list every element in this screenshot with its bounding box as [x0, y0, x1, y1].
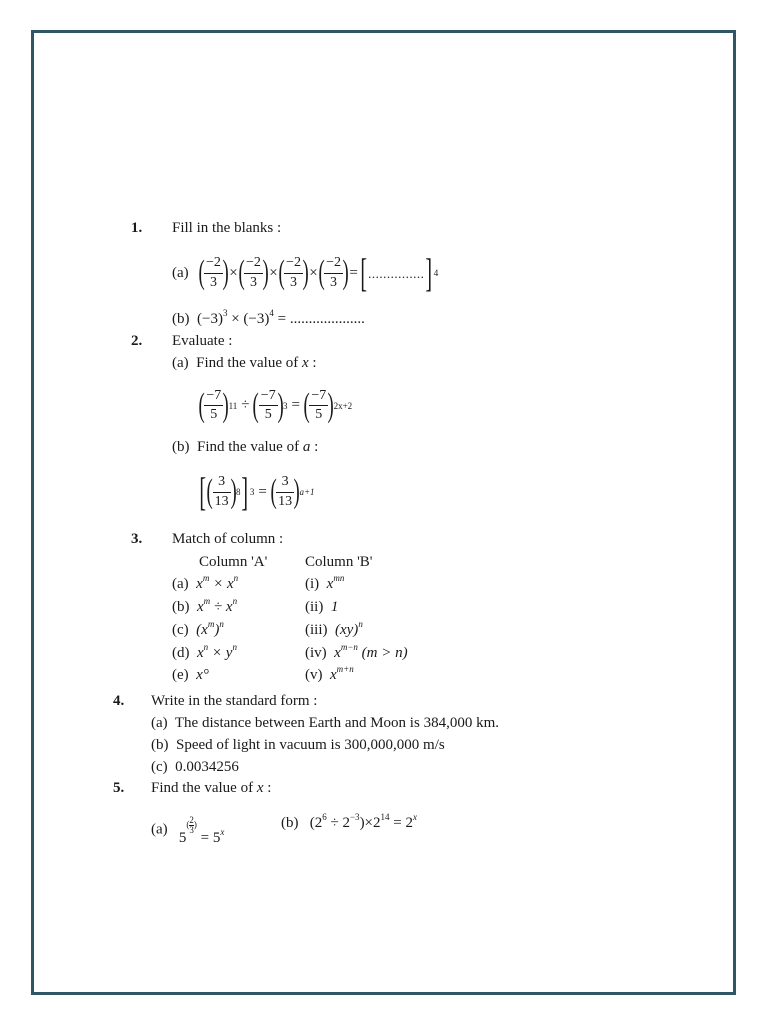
q2a-expression: ( $\frac{-7}{5}$ ) 11 ÷ ( $\frac{-7}{5}$ ) 3 = ( $\frac{-7}{5}$ ) 2x+2 — [198, 386, 353, 424]
q1b-expression: (b) $(-3)^3 \times (-3)^4$ = .................... — [172, 308, 365, 327]
q3-column-a-item: (e) x° — [172, 667, 209, 683]
q2-number: 2. — [131, 333, 143, 349]
q1a-blank[interactable]: ............... — [368, 265, 425, 281]
q2b-expression: [ ( $\frac{3}{13}$ ) 8 ] 3 = ( $\frac{3}{13}$ ) a+1 — [199, 469, 315, 514]
q4-item-c: (c) 0.0034256 — [151, 759, 239, 775]
q4-item-b: (b) Speed of light in vacuum is 300,000,000 m/s — [151, 737, 445, 753]
q1-number: 1. — [131, 220, 143, 236]
q3-column-a-item: (c) $(x^m)^n$ — [172, 619, 224, 638]
q3-column-a-item: (d) $x^n \times y^n$ — [172, 642, 237, 661]
q1a-fraction-4: $\frac{-2}{3}$ — [326, 255, 341, 290]
q3-column-b-item: (ii) 1 — [305, 599, 339, 615]
q3-column-b-item: (i) $x^{mn}$ — [305, 573, 345, 592]
q3-number: 3. — [131, 531, 143, 547]
q2-title: Evaluate : — [172, 333, 233, 349]
q3-column-a-header: Column 'A' — [199, 554, 268, 570]
q5-number: 5. — [113, 780, 125, 796]
q1a-fraction-1: $\frac{-2}{3}$ — [205, 255, 221, 290]
q3-column-b-header: Column 'B' — [305, 554, 373, 570]
q5-title: Find the value of x : — [151, 780, 272, 796]
q3-column-a-item: (a) $x^m \times x^n$ — [172, 573, 239, 592]
q3-column-b-item: (v) $x^{m+n}$ — [305, 664, 354, 683]
q2a-prompt: (a) Find the value of x : — [172, 355, 317, 371]
q3-column-b-item: (iii) (xy)$^n$ — [305, 619, 363, 638]
q4-title: Write in the standard form : — [151, 693, 318, 709]
q3-column-b-item: (iv) $x^{m-n}$ (m > n) — [305, 642, 408, 661]
q3-title: Match of column : — [172, 531, 284, 547]
q5b-expression: (b) $(2^6 \div 2^{-3})\times 2^{14} = 2^x$ — [281, 812, 417, 831]
q5a-expression: (a) 5( $\frac{2}{3}$ ) = $5^x$ — [151, 815, 225, 846]
q1a-fraction-3: $\frac{-2}{3}$ — [286, 255, 301, 290]
q1a-fraction-2: $\frac{-2}{3}$ — [246, 255, 261, 290]
page-border — [31, 30, 736, 995]
q4-item-a: (a) The distance between Earth and Moon is 384,000 km. — [151, 715, 499, 731]
q2b-prompt: (b) Find the value of a : — [172, 439, 319, 455]
q3-column-a-item: (b) $x^m \div x^n$ — [172, 596, 238, 615]
q4-number: 4. — [113, 693, 125, 709]
q1b-blank[interactable]: = .................... — [273, 311, 365, 327]
q1-title: Fill in the blanks : — [172, 220, 282, 236]
q1a-expression: (a) ( $\frac{-2}{3}$ ) × ( $\frac{-2}{3}$ ) × ( $\frac{-2}{3}$ ) × ( $\frac{-2}{3}$ ) = [ ............... ] 4 — [172, 250, 439, 295]
q1a-label: (a) — [172, 264, 189, 281]
